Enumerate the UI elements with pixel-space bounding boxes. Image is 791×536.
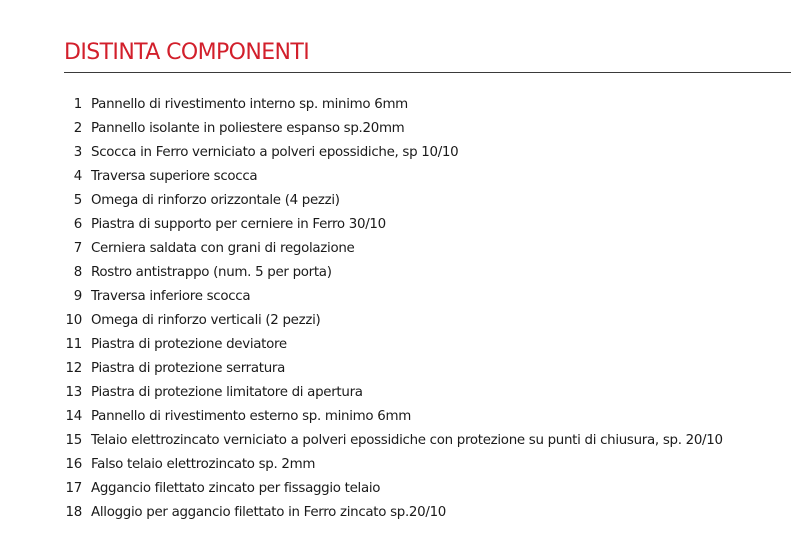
list-item	[56, 452, 723, 476]
list-item	[56, 404, 723, 428]
item-text: Cerniera saldata con grani di regolazione	[91, 240, 355, 256]
component-list	[56, 92, 723, 524]
list-item	[56, 284, 723, 308]
item-number: 10	[65, 312, 82, 328]
list-item	[56, 188, 723, 212]
item-number: 17	[65, 480, 82, 496]
item-text: Omega di rinforzo verticali (2 pezzi)	[91, 312, 321, 328]
item-number: 8	[73, 264, 82, 280]
item-text: Pannello isolante in poliestere espanso sp.20mm	[91, 120, 405, 136]
item-text: Scocca in Ferro verniciato a polveri epossidiche, sp 10/10	[91, 144, 459, 160]
item-text: Traversa inferiore scocca	[91, 288, 251, 304]
item-number: 4	[73, 168, 82, 184]
item-number: 13	[65, 384, 82, 400]
item-text: Piastra di protezione limitatore di apertura	[91, 384, 363, 400]
list-item	[56, 356, 723, 380]
item-text: Piastra di protezione serratura	[91, 360, 286, 376]
list-item	[56, 476, 723, 500]
item-text: Alloggio per aggancio filettato in Ferro zincato sp.20/10	[91, 504, 447, 520]
item-text: Piastra di protezione deviatore	[91, 336, 287, 352]
list-item	[56, 428, 723, 452]
item-text: Omega di rinforzo orizzontale (4 pezzi)	[91, 192, 340, 208]
list-item	[56, 140, 723, 164]
list-item	[56, 212, 723, 236]
item-number: 14	[65, 408, 82, 424]
list-item	[56, 500, 723, 524]
item-number: 9	[73, 288, 82, 304]
item-number: 5	[73, 192, 82, 208]
list-item	[56, 164, 723, 188]
list-item	[56, 92, 723, 116]
item-text: Rostro antistrappo (num. 5 per porta)	[91, 264, 332, 280]
list-item	[56, 236, 723, 260]
list-item	[56, 380, 723, 404]
list-item	[56, 332, 723, 356]
title-divider	[64, 72, 791, 73]
item-text: Telaio elettrozincato verniciato a polveri epossidiche con protezione su punti di chiusura, sp. 20/10	[91, 432, 723, 448]
item-text: Aggancio filettato zincato per fissaggio telaio	[91, 480, 381, 496]
item-number: 1	[73, 96, 82, 112]
item-number: 15	[65, 432, 82, 448]
item-number: 16	[65, 456, 82, 472]
page-title: DISTINTA COMPONENTI	[64, 40, 310, 65]
item-number: 12	[65, 360, 82, 376]
list-item	[56, 116, 723, 140]
item-text: Falso telaio elettrozincato sp. 2mm	[91, 456, 316, 472]
item-number: 2	[73, 120, 82, 136]
list-item	[56, 260, 723, 284]
item-text: Pannello di rivestimento esterno sp. minimo 6mm	[91, 408, 411, 424]
item-number: 6	[73, 216, 82, 232]
item-number: 3	[73, 144, 82, 160]
item-number: 18	[65, 504, 82, 520]
item-text: Pannello di rivestimento interno sp. minimo 6mm	[91, 96, 408, 112]
item-number: 11	[65, 336, 82, 352]
item-number: 7	[73, 240, 82, 256]
item-text: Traversa superiore scocca	[91, 168, 258, 184]
list-item	[56, 308, 723, 332]
item-text: Piastra di supporto per cerniere in Ferro 30/10	[91, 216, 386, 232]
